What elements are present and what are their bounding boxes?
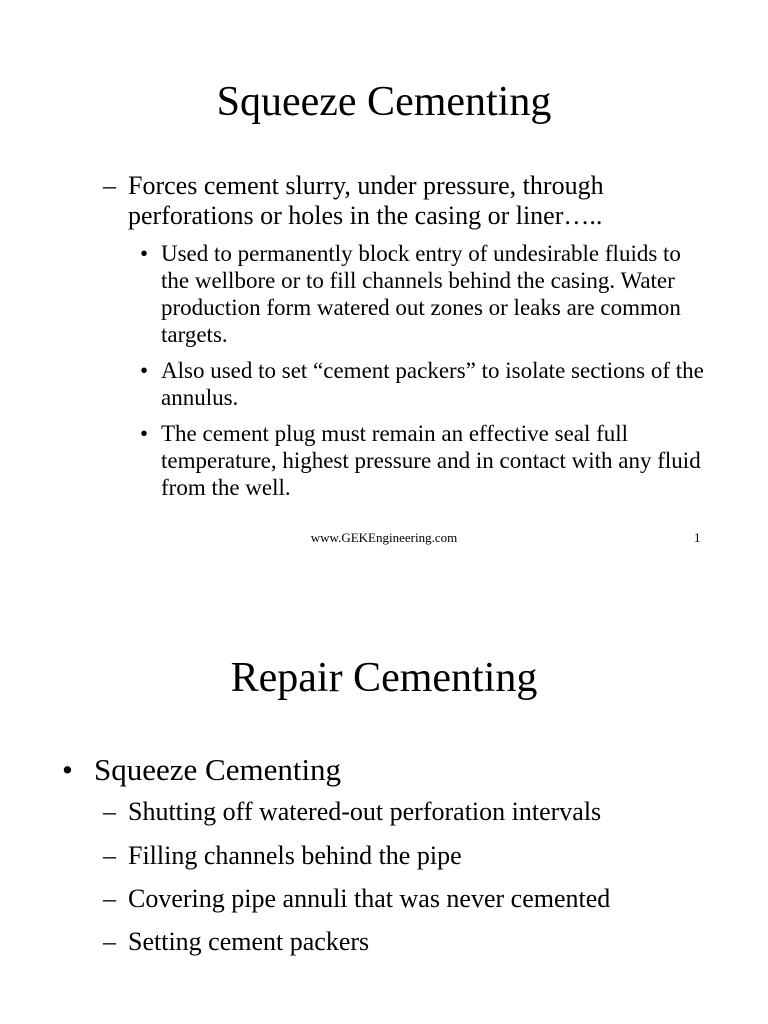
dash-marker: – bbox=[103, 841, 116, 870]
bullet-dot: • bbox=[62, 752, 73, 787]
main-point bbox=[103, 171, 723, 231]
dash-marker: – bbox=[103, 927, 116, 956]
sub-item-text: Covering pipe annuli that was never cemented bbox=[128, 884, 611, 913]
sub-item-text: Setting cement packers bbox=[128, 927, 370, 956]
sub-item bbox=[103, 884, 610, 914]
dash-marker: – bbox=[103, 171, 116, 200]
sub-item bbox=[103, 797, 601, 827]
sub-item-text: Filling channels behind the pipe bbox=[128, 841, 462, 870]
slide-title: Squeeze Cementing bbox=[216, 79, 552, 125]
main-point-line-2: perforations or holes in the casing or liner….. bbox=[128, 201, 603, 230]
bullet-text: Also used to set “cement packers” to isolate sections of the annulus. bbox=[161, 358, 704, 410]
sub-item bbox=[103, 927, 369, 957]
dash-marker: – bbox=[103, 884, 116, 913]
slide-title: Repair Cementing bbox=[230, 655, 538, 701]
sub-item-text: Shutting off watered-out perforation intervals bbox=[128, 797, 602, 826]
bullet-text: Squeeze Cementing bbox=[94, 752, 342, 787]
bullet-item bbox=[140, 420, 710, 501]
bullet-item bbox=[140, 357, 710, 411]
bullet-item bbox=[140, 240, 710, 348]
main-point-line-1: Forces cement slurry, under pressure, through bbox=[128, 171, 604, 200]
bullet-text: The cement plug must remain an effective seal full temperature, highest pressure and in contact with any fluid from the well. bbox=[161, 421, 701, 500]
page-number: 1 bbox=[694, 530, 701, 545]
footer-url: www.GEKEngineering.com bbox=[310, 530, 458, 545]
dash-marker: – bbox=[103, 797, 116, 826]
bullet-dot: • bbox=[140, 241, 149, 266]
bullet-item bbox=[62, 752, 341, 788]
bullet-dot: • bbox=[140, 358, 149, 383]
bullet-text: Used to permanently block entry of undesirable fluids to the wellbore or to fill channels behind the casing. Water production form watered out zones or leaks are common targets. bbox=[161, 241, 681, 347]
sub-item bbox=[103, 841, 462, 871]
bullet-dot: • bbox=[140, 421, 149, 446]
